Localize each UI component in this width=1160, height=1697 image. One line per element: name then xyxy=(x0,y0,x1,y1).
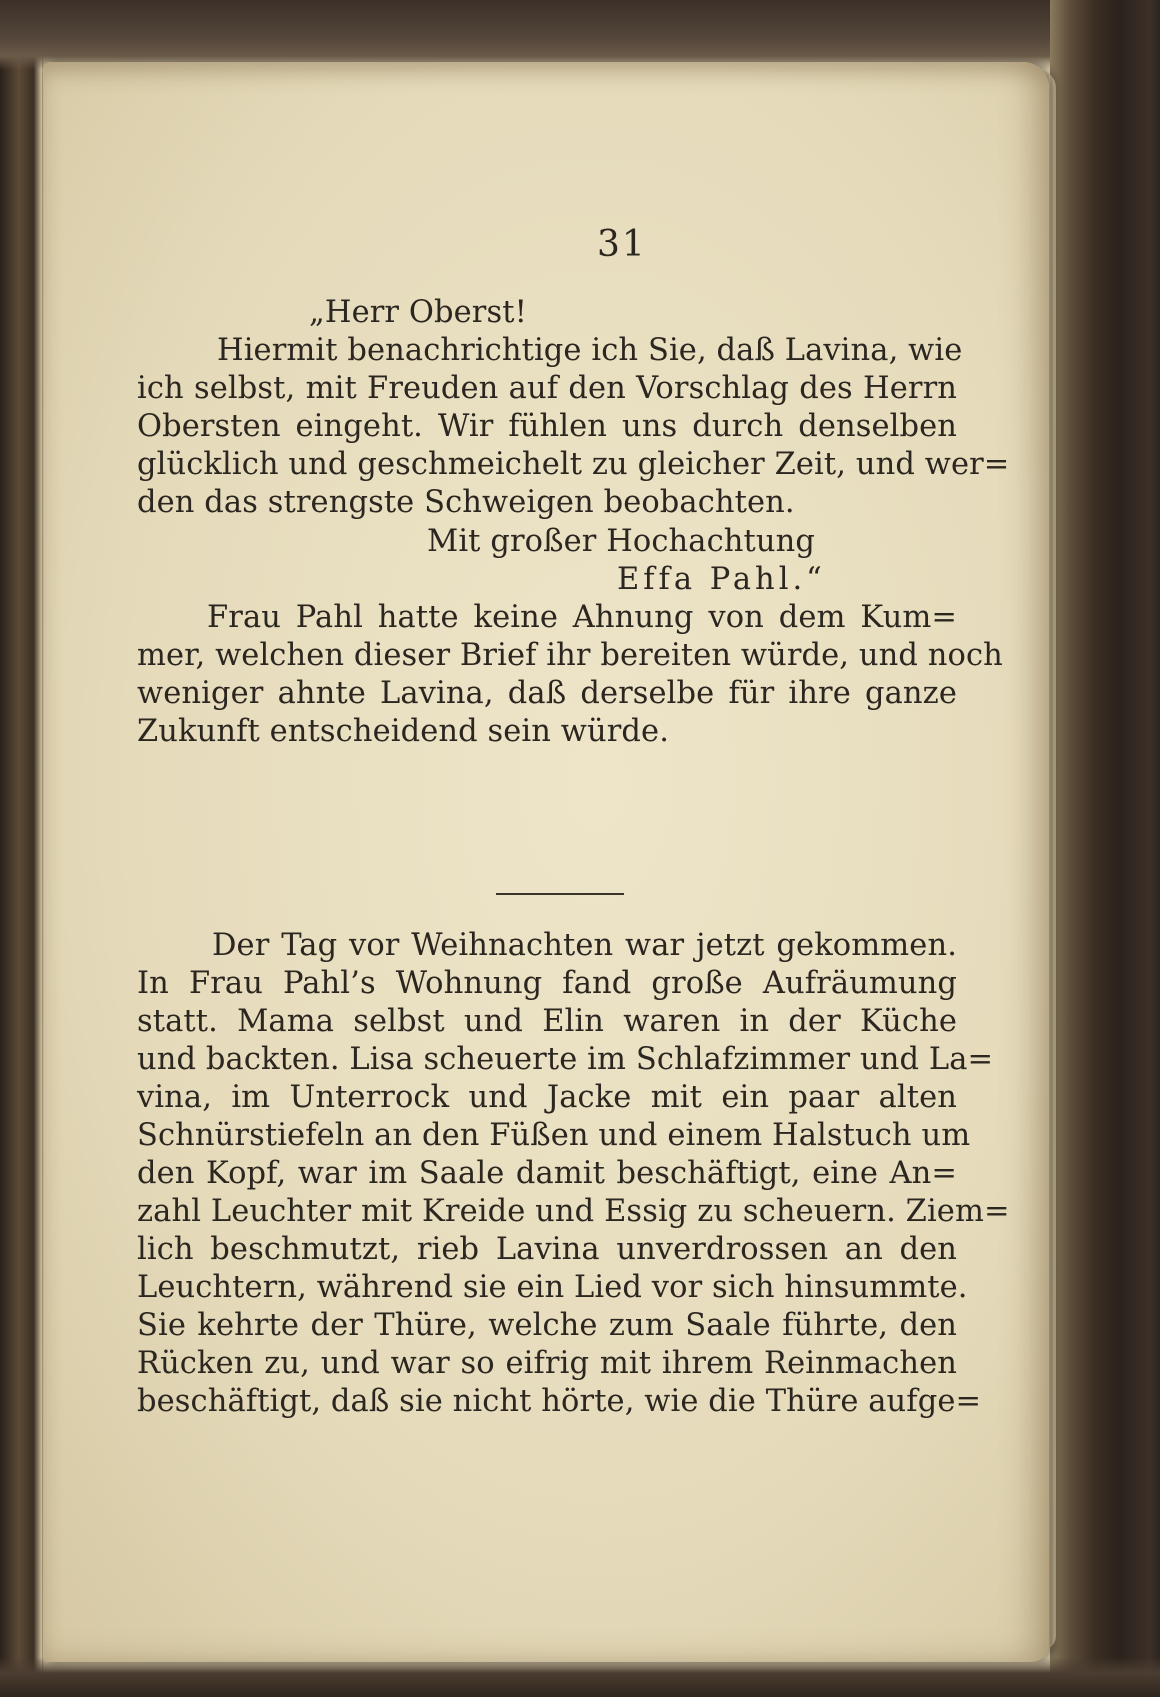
paragraph-line: mer, welchen dieser Brief ihr bereiten würde, und noch xyxy=(137,638,1003,673)
letter-signature: Effa Pahl.“ xyxy=(617,562,826,597)
paragraph-line: zahl Leuchter mit Kreide und Essig zu scheuern. Ziem= xyxy=(137,1194,1010,1229)
book-cover-right-edge xyxy=(1050,0,1160,1697)
letter-closing: Mit großer Hochachtung xyxy=(427,524,815,559)
paragraph-line: weniger ahnte Lavina, daß derselbe für ihre ganze xyxy=(137,676,957,711)
book-cover-top-edge xyxy=(0,0,1160,70)
page-number: 31 xyxy=(597,224,647,265)
paragraph-line: vina, im Unterrock und Jacke mit ein paar alten xyxy=(137,1080,957,1115)
paragraph-line: beschäftigt, daß sie nicht hörte, wie die Thüre aufge= xyxy=(137,1384,982,1419)
letter-salutation: „Herr Oberst! xyxy=(309,295,527,330)
paragraph-line: statt. Mama selbst und Elin waren in der Küche xyxy=(137,1004,957,1039)
paragraph-line: Zukunft entscheidend sein würde. xyxy=(137,714,670,749)
letter-line: Obersten eingeht. Wir fühlen uns durch denselben xyxy=(137,409,957,444)
paragraph-line: In Frau Pahl’s Wohnung fand große Aufräumung xyxy=(137,966,957,1001)
letter-line: den das strengste Schweigen beobachten. xyxy=(137,485,795,520)
book-page xyxy=(44,62,1049,1662)
paragraph-line: Sie kehrte der Thüre, welche zum Saale führte, den xyxy=(137,1308,957,1343)
section-divider xyxy=(496,893,624,895)
letter-line: Hiermit benachrichtige ich Sie, daß Lavina, wie xyxy=(217,333,963,368)
paragraph-line: Schnürstiefeln an den Füßen und einem Halstuch um xyxy=(137,1118,971,1153)
letter-line: glücklich und geschmeichelt zu gleicher Zeit, und wer= xyxy=(137,447,1010,482)
paragraph-line: und backten. Lisa scheuerte im Schlafzimmer und La= xyxy=(137,1042,994,1077)
paragraph-line: Leuchtern, während sie ein Lied vor sich hinsummte. xyxy=(137,1270,968,1305)
paragraph-line: lich beschmutzt, rieb Lavina unverdrossen an den xyxy=(137,1232,957,1267)
paragraph-line: Der Tag vor Weihnachten war jetzt gekommen. xyxy=(212,928,957,963)
letter-line: ich selbst, mit Freuden auf den Vorschlag des Herrn xyxy=(137,371,957,406)
paragraph-line: Frau Pahl hatte keine Ahnung von dem Kum= xyxy=(207,600,957,635)
book-cover-bottom-edge xyxy=(0,1657,1160,1697)
book-spine-left xyxy=(0,0,42,1697)
paragraph-line: den Kopf, war im Saale damit beschäftigt, eine An= xyxy=(137,1156,957,1191)
paragraph-line: Rücken zu, und war so eifrig mit ihrem Reinmachen xyxy=(137,1346,957,1381)
